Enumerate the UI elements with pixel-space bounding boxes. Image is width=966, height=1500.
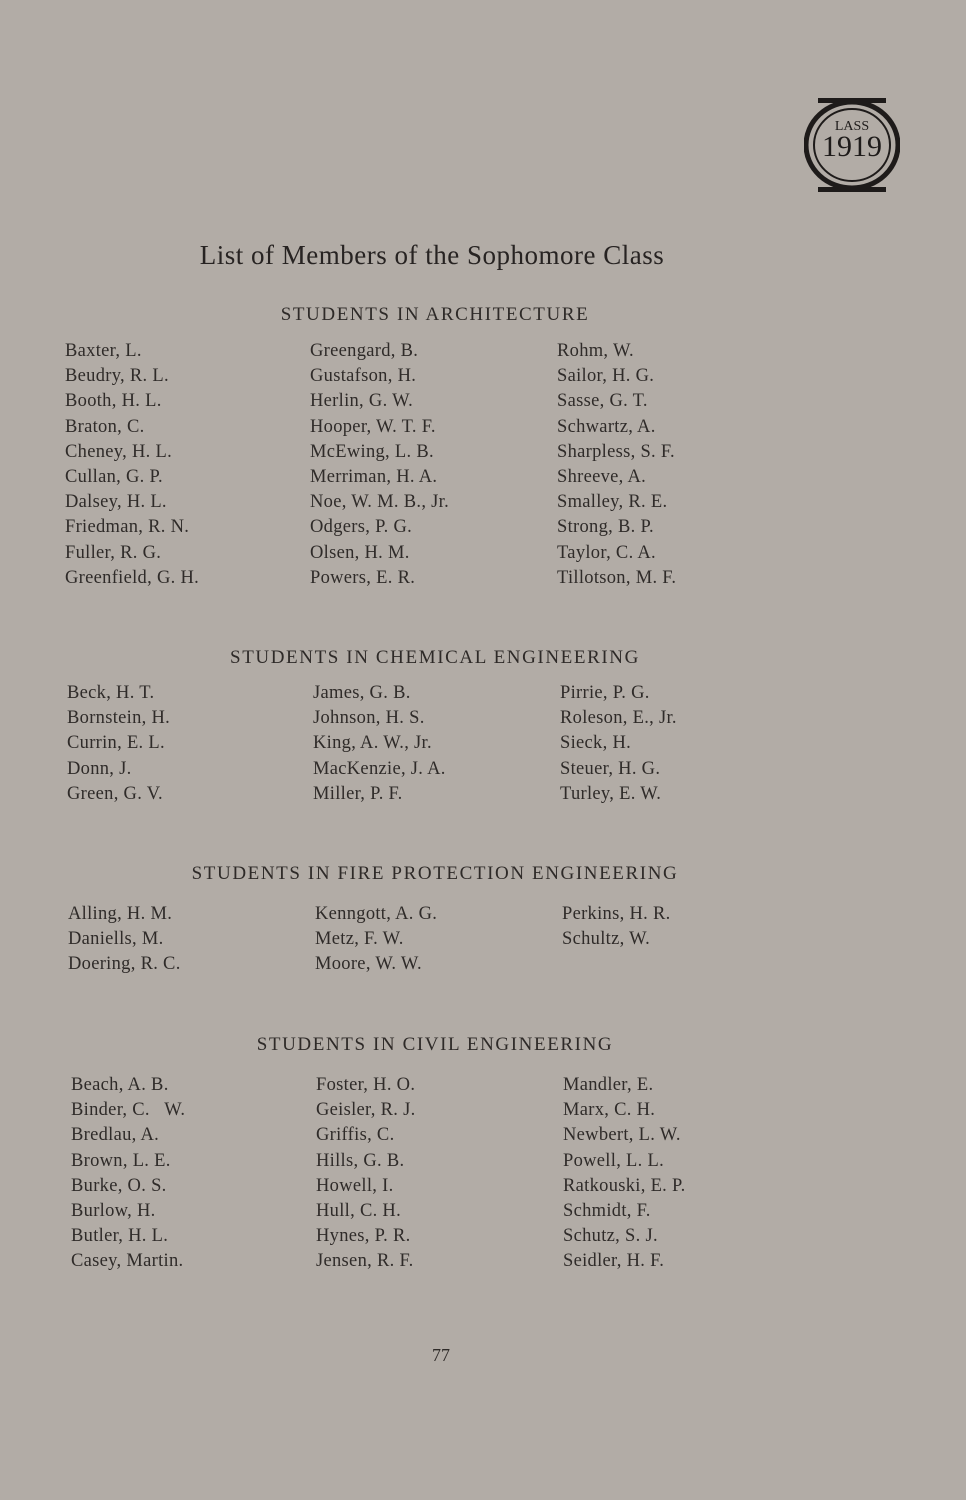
member-name: Newbert, L. W. [563,1125,681,1146]
page-title: List of Members of the Sophomore Class [199,240,665,270]
member-name: Beck, H. T. [67,683,155,703]
name-column [563,1073,686,1275]
member-name: Sieck, H. [560,733,632,754]
member-name: Miller, P. F. [313,783,403,804]
name-column [316,1073,416,1275]
member-name: Roleson, E., Jr. [560,708,677,729]
member-name: Greenfield, G. H. [65,567,200,588]
member-name: Daniells, M. [68,929,164,950]
name-column [313,681,446,807]
member-name: Perkins, H. R. [562,904,671,924]
member-name: Schwartz, A. [557,416,656,437]
member-name: Bredlau, A. [71,1125,160,1146]
member-name: Tillotson, M. F. [557,567,677,588]
member-name: Hynes, P. R. [316,1226,411,1247]
member-name: Olsen, H. M. [310,542,410,563]
member-name: Butler, H. L. [71,1226,169,1247]
member-name: Howell, I. [316,1175,394,1196]
member-name: MacKenzie, J. A. [313,758,446,779]
member-name: Gustafson, H. [310,366,417,387]
member-name: Beudry, R. L. [65,366,169,387]
member-name: Jensen, R. F. [316,1251,414,1272]
member-name: Geisler, R. J. [316,1100,416,1121]
section-heading: STUDENTS IN CHEMICAL ENGINEERING [230,647,640,668]
member-name: Noe, W. M. B., Jr. [310,492,450,513]
member-name: Dalsey, H. L. [65,492,167,513]
name-column [562,902,671,952]
member-name: Strong, B. P. [557,517,654,538]
member-name: Hills, G. B. [316,1150,405,1171]
section-heading: STUDENTS IN ARCHITECTURE [280,304,590,325]
name-column [310,339,449,591]
member-name: Smalley, R. E. [557,492,668,513]
member-name: Mandler, E. [563,1075,654,1095]
member-name: Fuller, R. G. [65,542,162,563]
member-name: King, A. W., Jr. [313,733,432,754]
svg-text:LASS: LASS [834,119,870,134]
svg-text:1919: 1919 [822,130,882,163]
member-name: Marx, C. H. [563,1100,656,1121]
member-name: Foster, H. O. [316,1075,416,1095]
name-column [557,339,676,591]
member-name: Donn, J. [67,758,132,779]
member-name: Rohm, W. [557,341,634,361]
member-name: Sasse, G. T. [557,391,648,412]
name-column [65,339,199,591]
member-name: Merriman, H. A. [310,467,438,488]
member-name: Currin, E. L. [67,733,165,754]
member-name: Seidler, H. F. [563,1251,665,1272]
member-name: Friedman, R. N. [65,517,190,538]
member-name: Shreeve, A. [557,467,647,488]
member-name: Pirrie, P. G. [560,683,650,703]
member-name: Greengard, B. [310,341,419,361]
member-name: Sharpless, S. F. [557,441,675,462]
member-name: Herlin, G. W. [310,391,414,412]
member-name: Steuer, H. G. [560,758,661,779]
member-name: Odgers, P. G. [310,517,413,538]
name-column [560,681,677,807]
member-name: Schultz, W. [562,929,651,950]
member-name: Green, G. V. [67,783,163,804]
name-column [315,902,437,978]
member-name: Casey, Martin. [71,1251,184,1272]
member-name: Alling, H. M. [68,904,173,924]
section-heading: STUDENTS IN CIVIL ENGINEERING [256,1034,614,1055]
member-name: Kenngott, A. G. [315,904,438,924]
member-name: Turley, E. W. [560,783,662,804]
member-name: Cullan, G. P. [65,467,163,488]
member-name: Schmidt, F. [563,1201,651,1222]
member-name: Moore, W. W. [315,954,422,975]
member-name: Burke, O. S. [71,1175,167,1196]
member-name: Burlow, H. [71,1201,156,1222]
member-name: Ratkouski, E. P. [563,1175,686,1196]
member-name: Bornstein, H. [67,708,171,729]
member-name: Cheney, H. L. [65,441,172,462]
member-name: Brown, L. E. [71,1150,171,1171]
name-column [71,1073,185,1275]
class-emblem-logo [804,96,900,194]
member-name: Binder, C. W. [71,1100,186,1121]
member-name: Schutz, S. J. [563,1226,658,1247]
member-name: Sailor, H. G. [557,366,655,387]
member-name: Taylor, C. A. [557,542,656,563]
member-name: Booth, H. L. [65,391,162,412]
section-heading: STUDENTS IN FIRE PROTECTION ENGINEERING [191,863,679,884]
member-name: Powers, E. R. [310,567,416,588]
page-number: 77 [432,1345,450,1365]
member-name: Braton, C. [65,416,145,437]
member-name: Doering, R. C. [68,954,181,975]
member-name: Metz, F. W. [315,929,404,950]
member-name: Baxter, L. [65,341,142,361]
name-column [68,902,181,978]
member-name: Hooper, W. T. F. [310,416,436,437]
name-column [67,681,170,807]
member-name: Johnson, H. S. [313,708,425,729]
member-name: McEwing, L. B. [310,441,434,462]
member-name: Griffis, C. [316,1125,395,1146]
member-name: James, G. B. [313,683,411,703]
member-name: Beach, A. B. [71,1075,169,1095]
member-name: Hull, C. H. [316,1201,402,1222]
member-name: Powell, L. L. [563,1150,665,1171]
